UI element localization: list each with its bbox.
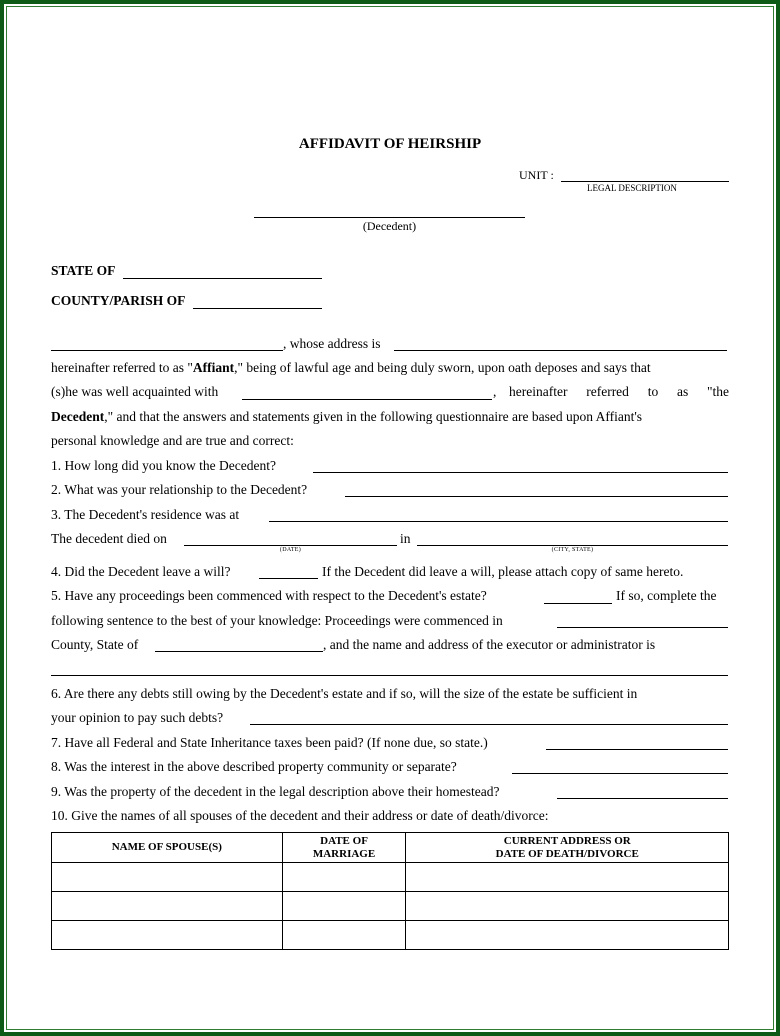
intro-line-3-comma: , xyxy=(493,384,497,399)
death-place-field[interactable] xyxy=(417,545,728,546)
table-row xyxy=(52,863,729,892)
date-caption: (DATE) xyxy=(279,547,302,553)
spouse-name-cell[interactable] xyxy=(52,921,283,950)
marriage-date-cell[interactable] xyxy=(282,863,406,892)
answer-8-field[interactable] xyxy=(512,773,728,774)
county-field[interactable] xyxy=(193,308,322,309)
answer-6-field[interactable] xyxy=(250,724,728,725)
affiant-name-field[interactable] xyxy=(51,350,283,351)
county-label: COUNTY/PARISH OF xyxy=(51,293,186,308)
legal-description-label: LEGAL DESCRIPTION xyxy=(587,183,677,193)
table-row xyxy=(52,892,729,921)
answer-5-field[interactable] xyxy=(544,603,612,604)
intro-line-5: personal knowledge and are true and correct: xyxy=(51,433,294,448)
answer-3-field[interactable] xyxy=(269,521,728,522)
intro-line-4: Decedent," and that the answers and statements given in the following questionnaire are based upon Affiant's xyxy=(51,409,643,424)
table-header-row xyxy=(52,833,729,863)
state-label: STATE OF xyxy=(51,263,116,278)
question-5-county-label: County, State of xyxy=(51,637,139,652)
question-6-line-2: your opinion to pay such debts? xyxy=(51,710,224,725)
executor-field[interactable] xyxy=(51,675,728,676)
affiant-address-field[interactable] xyxy=(394,350,727,351)
decedent-acquainted-field[interactable] xyxy=(242,399,492,400)
question-8: 8. Was the interest in the above described property community or separate? xyxy=(51,759,457,774)
decedent-label: (Decedent) xyxy=(362,219,417,233)
city-state-caption: (CITY, STATE) xyxy=(551,547,594,553)
question-2: 2. What was your relationship to the Decedent? xyxy=(51,482,308,497)
question-3: 3. The Decedent's residence was at xyxy=(51,507,240,522)
intro-line-3-tail: hereinafter referred to as "the xyxy=(509,384,729,399)
answer-2-field[interactable] xyxy=(345,496,728,497)
spouse-name-cell[interactable] xyxy=(52,863,283,892)
spouses-table xyxy=(51,832,729,950)
unit-label: UNIT : xyxy=(519,168,554,182)
marriage-date-cell[interactable] xyxy=(282,921,406,950)
decedent-name-field[interactable] xyxy=(254,217,525,218)
question-5-line-3: , and the name and address of the executor or administrator is xyxy=(323,637,656,652)
answer-1-field[interactable] xyxy=(313,472,728,473)
question-1: 1. How long did you know the Decedent? xyxy=(51,458,276,473)
intro-line-2: hereinafter referred to as "Affiant," being of lawful age and being duly sworn, upon oath deposes and says that xyxy=(51,360,651,375)
question-6: 6. Are there any debts still owing by the Decedent's estate and if so, will the size of the estate be sufficient in xyxy=(51,686,638,701)
table-row xyxy=(52,921,729,950)
whose-address-text: , whose address is xyxy=(283,336,381,351)
state-field[interactable] xyxy=(123,278,322,279)
spouse-name-cell[interactable] xyxy=(52,892,283,921)
unit-field[interactable] xyxy=(561,181,729,182)
intro-line-3-lead: (s)he was well acquainted with xyxy=(51,384,219,399)
question-4-note: If the Decedent did leave a will, please attach copy of same hereto. xyxy=(322,564,684,579)
proceedings-county-field[interactable] xyxy=(557,627,728,628)
question-5-tail: If so, complete the xyxy=(616,588,717,603)
marriage-date-cell[interactable] xyxy=(282,892,406,921)
address-or-death-cell[interactable] xyxy=(406,863,729,892)
in-label: in xyxy=(400,531,411,546)
address-or-death-header: CURRENT ADDRESS OR DATE OF DEATH/DIVORCE xyxy=(406,833,729,863)
question-5-line-2: following sentence to the best of your knowledge: Proceedings were commenced in xyxy=(51,613,503,628)
died-on-label: The decedent died on xyxy=(51,531,167,546)
answer-9-field[interactable] xyxy=(557,798,728,799)
question-9: 9. Was the property of the decedent in the legal description above their homestead? xyxy=(51,784,500,799)
answer-4-field[interactable] xyxy=(259,578,318,579)
question-4: 4. Did the Decedent leave a will? xyxy=(51,564,231,579)
document-title: AFFIDAVIT OF HEIRSHIP xyxy=(298,136,482,152)
address-or-death-cell[interactable] xyxy=(406,892,729,921)
address-or-death-cell[interactable] xyxy=(406,921,729,950)
proceedings-state-field[interactable] xyxy=(155,651,323,652)
marriage-date-header: DATE OF MARRIAGE xyxy=(282,833,406,863)
death-date-field[interactable] xyxy=(184,545,397,546)
answer-7-field[interactable] xyxy=(546,749,728,750)
spouse-name-header: NAME OF SPOUSE(S) xyxy=(52,833,283,863)
question-5: 5. Have any proceedings been commenced with respect to the Decedent's estate? xyxy=(51,588,487,603)
question-10: 10. Give the names of all spouses of the decedent and their address or date of death/divorce: xyxy=(51,808,549,823)
question-7: 7. Have all Federal and State Inheritance taxes been paid? (If none due, so state.) xyxy=(51,735,488,750)
